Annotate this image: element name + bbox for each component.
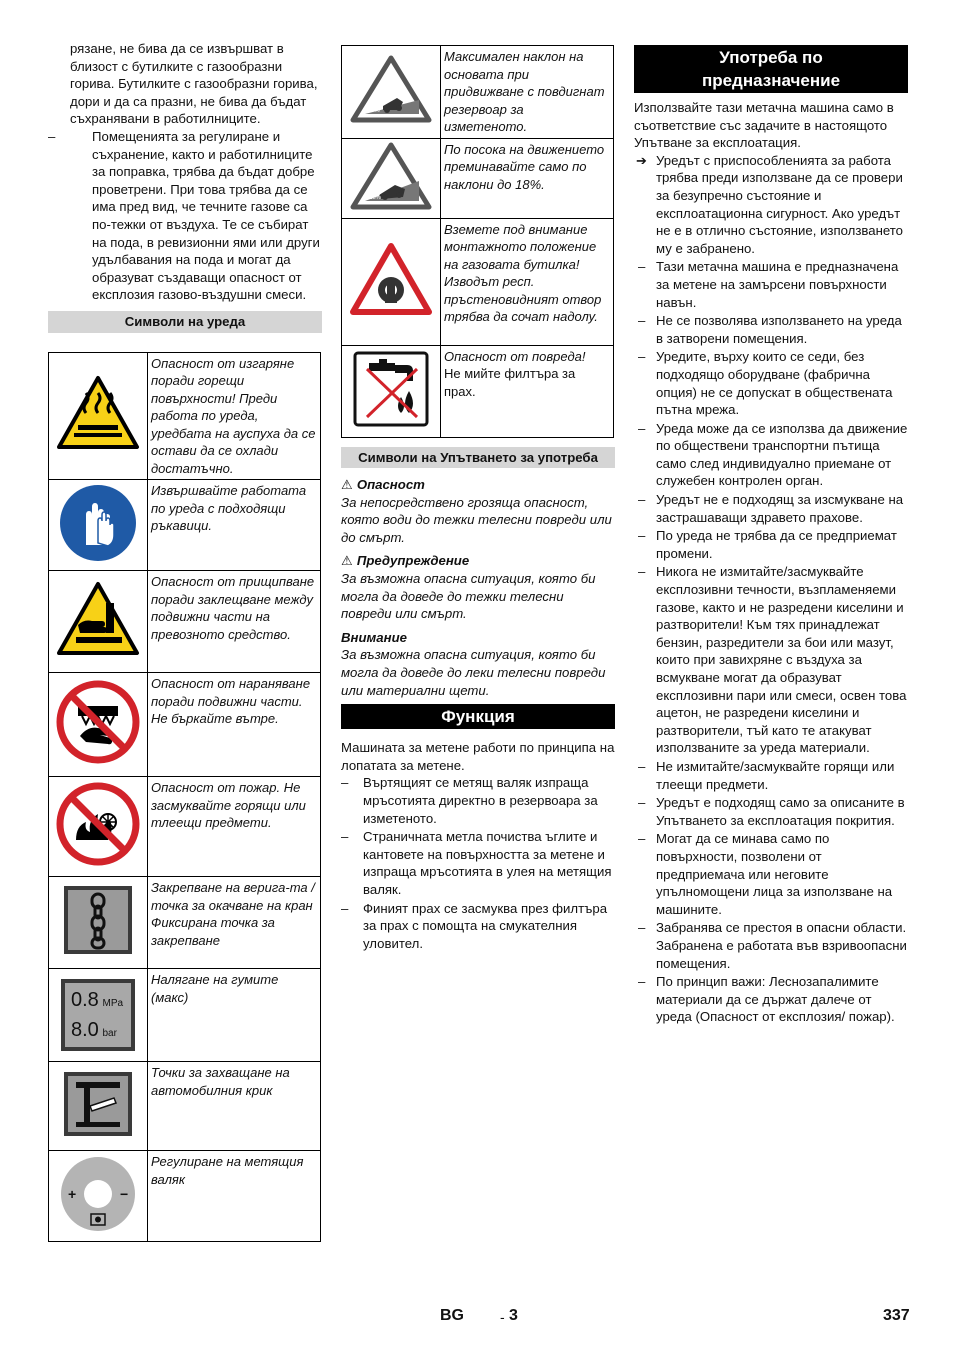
unit-mpa: MPa <box>102 998 124 1009</box>
warning-triangle-icon: ⚠ <box>341 477 353 493</box>
no-burning-objects-icon <box>56 782 140 866</box>
table-row <box>342 345 614 437</box>
column-2 <box>341 45 615 953</box>
dash-marker: – <box>341 829 349 845</box>
list-item <box>634 758 908 793</box>
table-row <box>49 1062 321 1151</box>
section-heading-device-symbols: Символи на уреда <box>48 311 322 333</box>
list-item-text: Уреда може да се използва да движение по обществени транспортни пътища само след индивидуално приемане от служебен контролен орган. <box>656 420 908 489</box>
footer-language: BG <box>440 1307 464 1324</box>
list-item <box>634 794 908 829</box>
symbol-description: Регулиране на метящия валяк <box>148 1151 321 1242</box>
symbol-description: Извършвайте работата по уреда с подходящи ръкавици. <box>148 480 321 571</box>
symbol-description: Вземете под внимание монтажното положение на газовата бутилка! Изводът респ. пръстеновидният отвор трябва да сочат надолу. <box>441 218 614 345</box>
minus-sign: − <box>120 1185 129 1202</box>
list-item <box>48 128 322 304</box>
caution-label: Внимание <box>341 629 407 645</box>
symbol-description: Налягане на гумите (макс) <box>148 969 321 1062</box>
list-item-text: Уредът е подходящ само за описаните в Упътването за експлоатация покрития. <box>656 795 905 828</box>
page-number: 337 <box>883 1307 910 1324</box>
pressure-bar: 8.0 <box>71 1019 99 1041</box>
tyre-pressure-icon <box>61 979 135 1051</box>
warning-triangle-icon: ⚠ <box>341 553 353 569</box>
table-row <box>49 969 321 1062</box>
list-item <box>634 491 908 526</box>
section-heading-function: Функция <box>341 704 615 729</box>
column-1 <box>48 40 322 1242</box>
no-reaching-in-icon <box>56 680 140 764</box>
column-3 <box>634 45 908 1027</box>
list-item-text: Забранява се престоя в опасни области. Забранена е работата във взривоопасни помещения. <box>656 920 907 971</box>
dash-marker: – <box>341 775 349 791</box>
list-item-text: Могат да се минава само по повърхности, позволени от предприемача или неговите упълномощени лица за използване на машините. <box>656 831 893 917</box>
dash-marker: – <box>638 492 646 508</box>
table-row <box>49 1151 321 1242</box>
list-item-text: По уреда не трябва да се предприемат промени. <box>656 528 897 561</box>
dash-marker: – <box>638 564 646 580</box>
symbol-description: Максимален наклон на основата при придвижване с повдигнат резервоар за изметеното. <box>441 46 614 139</box>
no-water-filter-icon <box>353 351 429 427</box>
table-row <box>49 777 321 877</box>
symbol-description: Опасност от прищипване поради заклещване между подвижни части на превозното средство. <box>148 571 321 673</box>
table-row <box>342 218 614 345</box>
symbol-description: Опасност от пожар. Не засмуквайте горящи или тлеещи предмети. <box>148 777 321 877</box>
gas-bottle-position-icon <box>349 242 433 316</box>
list-item-text: Уредът с приспособленията за работа трябва преди използване да се провери за безупречно състояние и експлоатационна сигурност. Ако уредът не е в отлично състояние, използването му е забранено. <box>656 152 903 256</box>
function-intro: Машината за метене работи по принципа на лопатата за метене. <box>341 740 615 773</box>
symbol-description-italic: Опасност от повреда! <box>444 348 586 364</box>
list-item-text: Тази метачна машина е предназначена за метене на замърсени повърхности навън. <box>656 259 899 310</box>
danger-label: Опасност <box>356 477 425 493</box>
intended-use-intro: Използвайте тази метачна машина само в съответствие със задачите в настоящото Упътване за експлоатация. <box>634 100 894 151</box>
section-heading-manual-symbols: Символи на Упътването за употреба <box>341 447 615 469</box>
symbol-description: По посока на движението преминавайте само по наклони до 18%. <box>441 138 614 218</box>
symbol-description: Точки за захващане на автомобилния крик <box>148 1062 321 1151</box>
symbol-description: Не мийте филтъра за прах. <box>444 366 576 399</box>
list-item <box>634 258 908 311</box>
list-item <box>341 900 615 953</box>
dash-marker: – <box>638 259 646 275</box>
list-item-text: Не се позволява използването на уреда в затворени помещения. <box>656 313 902 346</box>
list-item-text: Уредите, върху които се седи, без подходящо оборудване (фабрична опция) не се допускат в обществената пътна мрежа. <box>656 349 893 418</box>
dash-marker: – <box>638 920 646 936</box>
list-item-text: Финият прах се засмуква през филтъра за прах с помощта на смукателния уловител. <box>363 900 608 951</box>
caution-text: За възможна опасна ситуация, която би могла да доведе до леки телесни повреди или материални щети. <box>341 647 606 698</box>
table-row <box>342 138 614 218</box>
unit-bar: bar <box>102 1028 117 1039</box>
list-item <box>634 973 908 1026</box>
intro-paragraph: рязане, не бива да се извършват в близост с бутилките с газообразни горива. Бутилките с газообразни горива, дори и да са празни, не бива да бъдат съхранявани в работилниците. <box>70 41 318 127</box>
table-row <box>49 673 321 777</box>
table-row <box>49 352 321 480</box>
dash-marker: – <box>638 795 646 811</box>
warning-label: Предупреждение <box>356 553 470 569</box>
incline-percent: 18% <box>369 194 382 201</box>
list-item <box>634 420 908 490</box>
device-symbols-table <box>48 352 321 1243</box>
section-heading-intended-use: Употреба по предназначение <box>634 45 908 93</box>
symbol-description: Опасност от изгаряне поради горещи повърхности! Преди работа по уреда, уредбата на ауспуха да се остави да се охлади достатъчно. <box>148 352 321 480</box>
list-item <box>634 919 908 972</box>
list-item-text: По принцип важи: Леснозапалимите материали да се държат далече от уреда (Опасност от експлозия/ пожар). <box>656 974 895 1025</box>
dash-marker: – <box>638 528 646 544</box>
list-item-text: Страничната метла почиства ъглите и кантовете на повърхността за метене и изпраща мръсотията в улея на метящия валяк. <box>363 829 612 897</box>
hand-crush-warning-icon <box>56 581 140 657</box>
list-item <box>634 563 908 757</box>
list-item <box>634 527 908 562</box>
dash-marker: – <box>638 313 646 329</box>
list-item-text: Никога не измитайте/засмуквайте експлозивни течности, възпламеняеми газове, както и не разредени киселини и разтворители! Към тях принадлежат бензин, разредители за бои или мазут, които при завихряне с въздуха за всмукване могат да образуват експлозивни пари или смеси, освен това ацетон, не разредени киселини и разтворители, тъй като те атакуват използваните за уреда материали. <box>656 564 907 756</box>
list-item <box>634 830 908 918</box>
dash-marker: – <box>638 974 646 990</box>
list-item <box>634 312 908 347</box>
jack-point-icon <box>62 1070 134 1138</box>
table-row <box>342 46 614 139</box>
table-row <box>49 480 321 571</box>
dash-marker: – <box>48 128 56 144</box>
dash-marker: – <box>341 900 349 916</box>
dash-marker: – <box>638 758 646 774</box>
symbol-description: Закрепване на верига-та / точка за окачване на кран Фиксирана точка за закрепване <box>148 877 321 969</box>
chain-crane-point-icon <box>62 884 134 956</box>
warning-text: За възможна опасна ситуация, която би могла да доведе до тежки телесни повреди или смърт. <box>341 571 596 622</box>
dash-marker: – <box>638 420 646 436</box>
footer-section-number: 3 <box>509 1307 518 1324</box>
list-item-text: Не измитайте/засмуквайте горящи или тлеещи предмети. <box>656 758 895 792</box>
device-symbols-table-continued <box>341 45 614 438</box>
list-item <box>341 828 615 898</box>
danger-text: За непосредствено грозяща опасност, която води до тежки телесни повреди или до смърт. <box>341 494 612 545</box>
list-item-text: Уредът не е подходящ за изсмукване на застрашаващи здравето прахове. <box>656 492 904 525</box>
list-item <box>634 152 908 258</box>
table-row <box>49 877 321 969</box>
list-item-text: Въртящият се метящ валяк изпраща мръсотията директно в резервоара за изметеното. <box>363 775 598 826</box>
dash-marker: – <box>638 831 646 847</box>
footer-separator: - <box>500 1309 505 1325</box>
max-incline-raised-icon <box>349 54 433 124</box>
arrow-right-icon: ➔ <box>636 152 648 168</box>
dash-marker: – <box>638 349 646 365</box>
symbol-description: Опасност от нараняване поради подвижни части. Не бъркайте вътре. <box>148 673 321 777</box>
pressure-mpa: 0.8 <box>71 989 99 1011</box>
list-item <box>341 774 615 827</box>
incline-18-icon <box>349 141 433 211</box>
hot-surface-warning-icon <box>56 375 140 451</box>
roller-adjust-icon <box>58 1154 138 1234</box>
list-item-text: Помещенията за регулиране и съхранение, както и работилниците за поправка, трябва да бъдат добре проветрени. При това трябва да се има пред вид, че течните газове са по-тежки от въздуха. Те се събират на пода, в ревизионни ями или други удълбавания на пода и могат да образуват създаващи опасност от експлозия газово-въздушни смеси. <box>92 128 320 303</box>
table-row <box>49 571 321 673</box>
incline-percent: 9% <box>371 108 380 115</box>
wear-gloves-icon <box>58 483 138 563</box>
list-item <box>634 348 908 418</box>
plus-sign: + <box>68 1185 77 1202</box>
